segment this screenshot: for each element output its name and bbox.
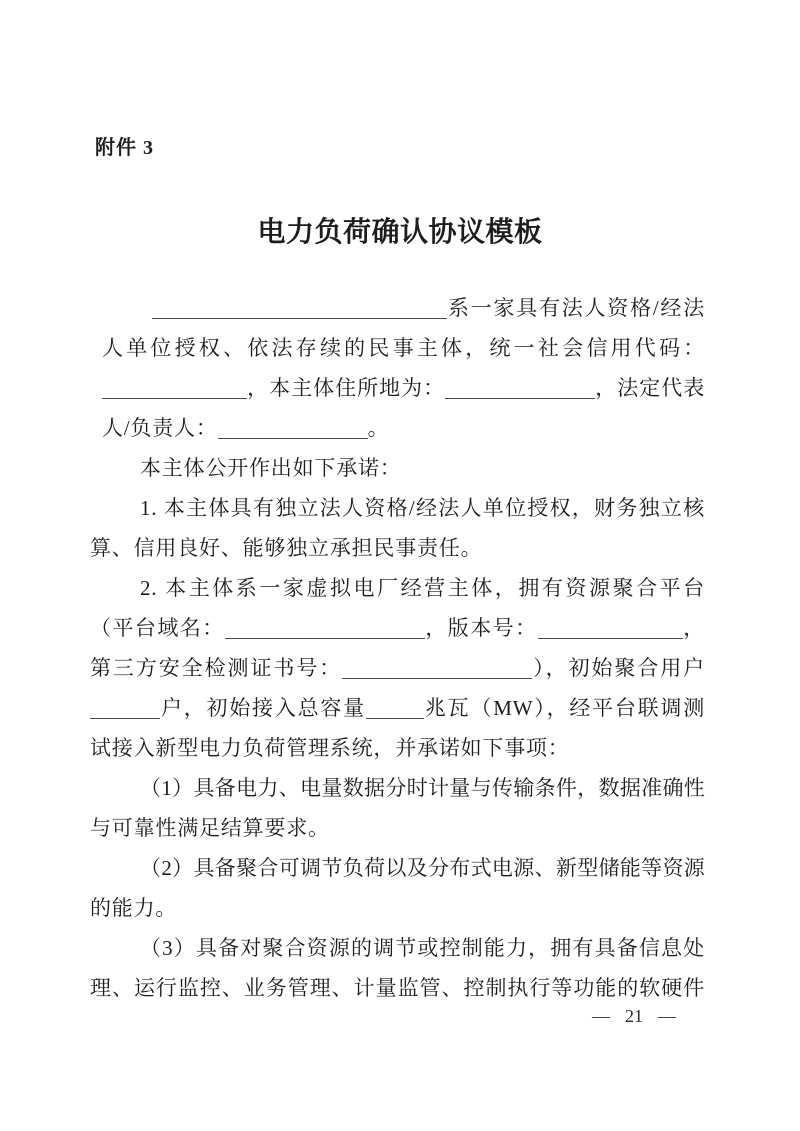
body-text: 算、信用良好、能够独立承担民事责任。 [90,536,483,560]
fill-in-blank [538,614,683,639]
fill-in-blank [218,414,368,439]
fill-in-blank [102,374,247,399]
body-line [102,328,705,368]
body-line [90,968,705,1008]
body-line [102,288,705,328]
footer-dash-right: — [658,1005,676,1026]
body-text: 户，初始接入总容量 [160,696,366,720]
body-line [90,848,705,888]
fill-in-blank [366,694,424,719]
body-text: （2）具备聚合可调节负荷以及分布式电源、新型储能等资源 [140,856,705,880]
body-line [102,408,705,448]
body-line [90,808,705,848]
body-text: 2. 本主体系一家虚拟电厂经营主体，拥有资源聚合平台 [140,576,705,600]
page-footer [592,1003,676,1029]
body-text: 的能力。 [90,896,178,920]
body-line [90,928,705,968]
body-text: 与可靠性满足结算要求。 [90,816,330,840]
fill-in-blank [225,614,425,639]
body-text: 系一家具有法人资格/经法 [447,296,705,320]
attachment-label: 附件 3 [95,137,154,159]
body-text: 兆瓦（MW），经平台联调测 [423,696,705,720]
body-line [90,648,705,688]
body-line [90,488,705,528]
body-text: ），初始聚合用户 [532,656,705,680]
fill-in-blank [90,694,160,719]
body-text: 人单位授权、依法存续的民事主体，统一社会信用代码： [102,336,705,360]
body-line [90,768,705,808]
body-line [90,448,705,488]
body-text: 试接入新型电力负荷管理系统，并承诺如下事项： [90,736,570,760]
page-number: 21 [625,1005,643,1026]
body-text: （3）具备对聚合资源的调节或控制能力，拥有具备信息处 [140,936,705,960]
body-line [90,568,705,608]
body-text: 。 [367,416,390,440]
body-line [102,368,705,408]
fill-in-blank [342,654,532,679]
body-text: ， [682,616,705,640]
document-title: 电力负荷确认协议模板 [257,217,543,248]
body-text: （1）具备电力、电量数据分时计量与传输条件，数据准确性 [140,776,705,800]
fill-in-blank [445,374,595,399]
body-line [90,688,705,728]
body-line [90,608,705,648]
body-text: 本主体公开作出如下承诺： [140,456,402,480]
body-text: ，法定代表 [595,376,706,400]
body-text: ，版本号： [424,616,538,640]
footer-dash-left: — [592,1005,610,1026]
body-text: 1. 本主体具有独立法人资格/经法人单位授权，财务独立核 [140,496,705,520]
body-line [90,888,705,928]
document-body [90,288,705,1008]
body-text: （平台域名： [90,616,225,640]
body-text: ，本主体住所地为： [247,376,446,400]
body-line [90,728,705,768]
body-line [90,528,705,568]
body-text: 理、运行监控、业务管理、计量监管、控制执行等功能的软硬件 [90,976,705,1000]
body-text: 第三方安全检测证书号： [90,656,343,680]
fill-in-blank [152,294,447,319]
body-text: 人/负责人： [102,416,218,440]
